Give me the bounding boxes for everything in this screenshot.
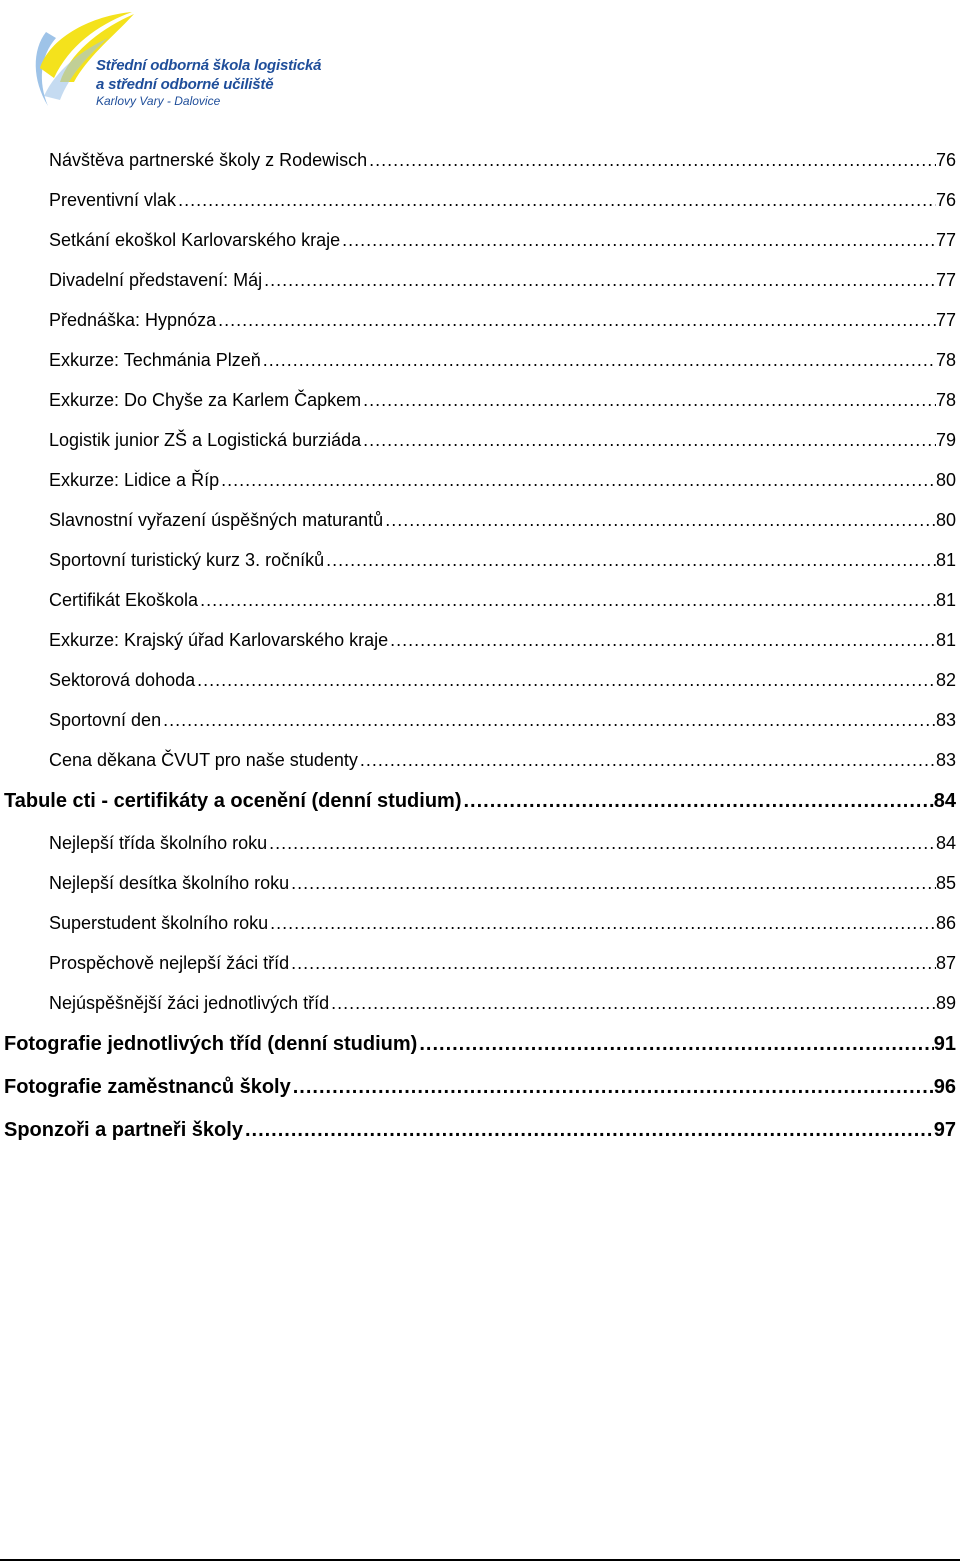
toc-dot-leader — [218, 307, 936, 333]
logo-school-name-line1: Střední odborná škola logistická — [96, 57, 322, 74]
page-footer-rule — [0, 1559, 960, 1561]
toc-page-number: 77 — [935, 230, 956, 250]
toc-entry-title: Superstudent školního roku — [49, 913, 269, 933]
toc-entry-title: Exkurze: Techmánia Plzeň — [49, 350, 261, 370]
toc-entry-title: Logistik junior ZŠ a Logistická burziáda — [49, 430, 362, 450]
toc-entry-title: Přednáška: Hypnóza — [49, 310, 217, 330]
toc-dot-leader — [291, 870, 936, 896]
toc-page-number: 79 — [935, 430, 956, 450]
toc-page-number: 89 — [935, 993, 956, 1013]
toc-entry-title: Exkurze: Do Chyše za Karlem Čapkem — [49, 390, 362, 410]
toc-entry[interactable] — [49, 347, 956, 373]
toc-page-number: 80 — [935, 470, 956, 490]
toc-entry-title: Exkurze: Lidice a Říp — [49, 470, 220, 490]
toc-entry-title: Preventivní vlak — [49, 190, 177, 210]
toc-entry[interactable] — [49, 667, 956, 693]
toc-dot-leader — [360, 747, 936, 773]
toc-entry-title: Fotografie zaměstnanců školy — [4, 1076, 291, 1098]
toc-dot-leader — [363, 387, 936, 413]
toc-entry-chapter[interactable] — [4, 1116, 956, 1144]
toc-page-number: 82 — [935, 670, 956, 690]
toc-dot-leader — [293, 1073, 934, 1101]
toc-page-number: 84 — [933, 790, 956, 812]
toc-page-number: 81 — [935, 590, 956, 610]
toc-page-number: 83 — [935, 710, 956, 730]
toc-entry-title: Divadelní představení: Máj — [49, 270, 263, 290]
toc-entry[interactable] — [49, 587, 956, 613]
toc-entry[interactable] — [49, 830, 956, 856]
toc-page-number: 78 — [935, 350, 956, 370]
toc-entry-title: Nejúspěšnější žáci jednotlivých tříd — [49, 993, 330, 1013]
toc-entry[interactable] — [49, 507, 956, 533]
toc-entry[interactable] — [49, 147, 956, 173]
toc-dot-leader — [200, 587, 936, 613]
toc-page-number: 85 — [935, 873, 956, 893]
toc-entry-title: Certifikát Ekoškola — [49, 590, 199, 610]
toc-entry-title: Sportovní den — [49, 710, 162, 730]
toc-dot-leader — [269, 830, 936, 856]
toc-page-number: 77 — [935, 310, 956, 330]
toc-dot-leader — [197, 667, 936, 693]
toc-page-number: 84 — [935, 833, 956, 853]
toc-entry[interactable] — [49, 627, 956, 653]
toc-entry-title: Cena děkana ČVUT pro naše studenty — [49, 750, 358, 770]
toc-entry[interactable] — [49, 870, 956, 896]
toc-entry-title: Prospěchově nejlepší žáci tříd — [49, 953, 290, 973]
toc-entry[interactable] — [49, 307, 956, 333]
toc-dot-leader — [390, 627, 936, 653]
toc-dot-leader — [221, 467, 936, 493]
toc-entry-title: Nejlepší desítka školního roku — [49, 873, 290, 893]
toc-entry-chapter[interactable] — [4, 1030, 956, 1058]
toc-dot-leader — [270, 910, 936, 936]
toc-dot-leader — [263, 347, 936, 373]
toc-entry-title: Setkání ekoškol Karlovarského kraje — [49, 230, 341, 250]
toc-dot-leader — [245, 1116, 934, 1144]
toc-page-number: 86 — [935, 913, 956, 933]
logo-location: Karlovy Vary - Dalovice — [96, 94, 221, 108]
toc-dot-leader — [385, 507, 936, 533]
toc-entry-title: Návštěva partnerské školy z Rodewisch — [49, 150, 368, 170]
toc-entry-title: Exkurze: Krajský úřad Karlovarského kraje — [49, 630, 389, 650]
toc-dot-leader — [178, 187, 936, 213]
toc-dot-leader — [163, 707, 936, 733]
toc-entry[interactable] — [49, 990, 956, 1016]
toc-entry[interactable] — [49, 467, 956, 493]
toc-page-number: 77 — [935, 270, 956, 290]
toc-entry-chapter[interactable] — [4, 787, 956, 815]
toc-dot-leader — [326, 547, 936, 573]
toc-entry[interactable] — [49, 387, 956, 413]
toc-dot-leader — [331, 990, 936, 1016]
toc-page-number: 96 — [933, 1076, 956, 1098]
toc-entry-title: Sektorová dohoda — [49, 670, 196, 690]
toc-page-number: 81 — [935, 550, 956, 570]
toc-dot-leader — [342, 227, 936, 253]
toc-entry[interactable] — [49, 747, 956, 773]
toc-dot-leader — [419, 1030, 933, 1058]
toc-page-number: 76 — [935, 150, 956, 170]
toc-entry[interactable] — [49, 427, 956, 453]
toc-entry-title: Nejlepší třída školního roku — [49, 833, 268, 853]
toc-page-number: 78 — [935, 390, 956, 410]
toc-entry[interactable] — [49, 267, 956, 293]
toc-entry[interactable] — [49, 227, 956, 253]
toc-entry-title: Fotografie jednotlivých tříd (denní studium) — [4, 1033, 418, 1055]
toc-page-number: 87 — [935, 953, 956, 973]
toc-entry-chapter[interactable] — [4, 1073, 956, 1101]
toc-entry-title: Tabule cti - certifikáty a ocenění (denní studium) — [4, 790, 462, 812]
toc-page-number: 76 — [935, 190, 956, 210]
toc-page-number: 97 — [933, 1119, 956, 1141]
toc-dot-leader — [264, 267, 936, 293]
toc-dot-leader — [363, 427, 936, 453]
toc-entry-title: Sportovní turistický kurz 3. ročníků — [49, 550, 325, 570]
toc-page-number: 81 — [935, 630, 956, 650]
toc-page-number: 91 — [933, 1033, 956, 1055]
toc-page-number: 83 — [935, 750, 956, 770]
toc-dot-leader — [369, 147, 936, 173]
toc-entry-title: Sponzoři a partneři školy — [4, 1119, 243, 1141]
toc-page-number: 80 — [935, 510, 956, 530]
toc-dot-leader — [463, 787, 933, 815]
toc-entry[interactable] — [49, 187, 956, 213]
logo-school-name-line2: a střední odborné učiliště — [96, 76, 274, 93]
toc-entry[interactable] — [49, 910, 956, 936]
toc-entry-title: Slavnostní vyřazení úspěšných maturantů — [49, 510, 384, 530]
toc-dot-leader — [291, 950, 936, 976]
toc-entry[interactable] — [49, 950, 956, 976]
toc-entry[interactable] — [49, 547, 956, 573]
toc-entry[interactable] — [49, 707, 956, 733]
